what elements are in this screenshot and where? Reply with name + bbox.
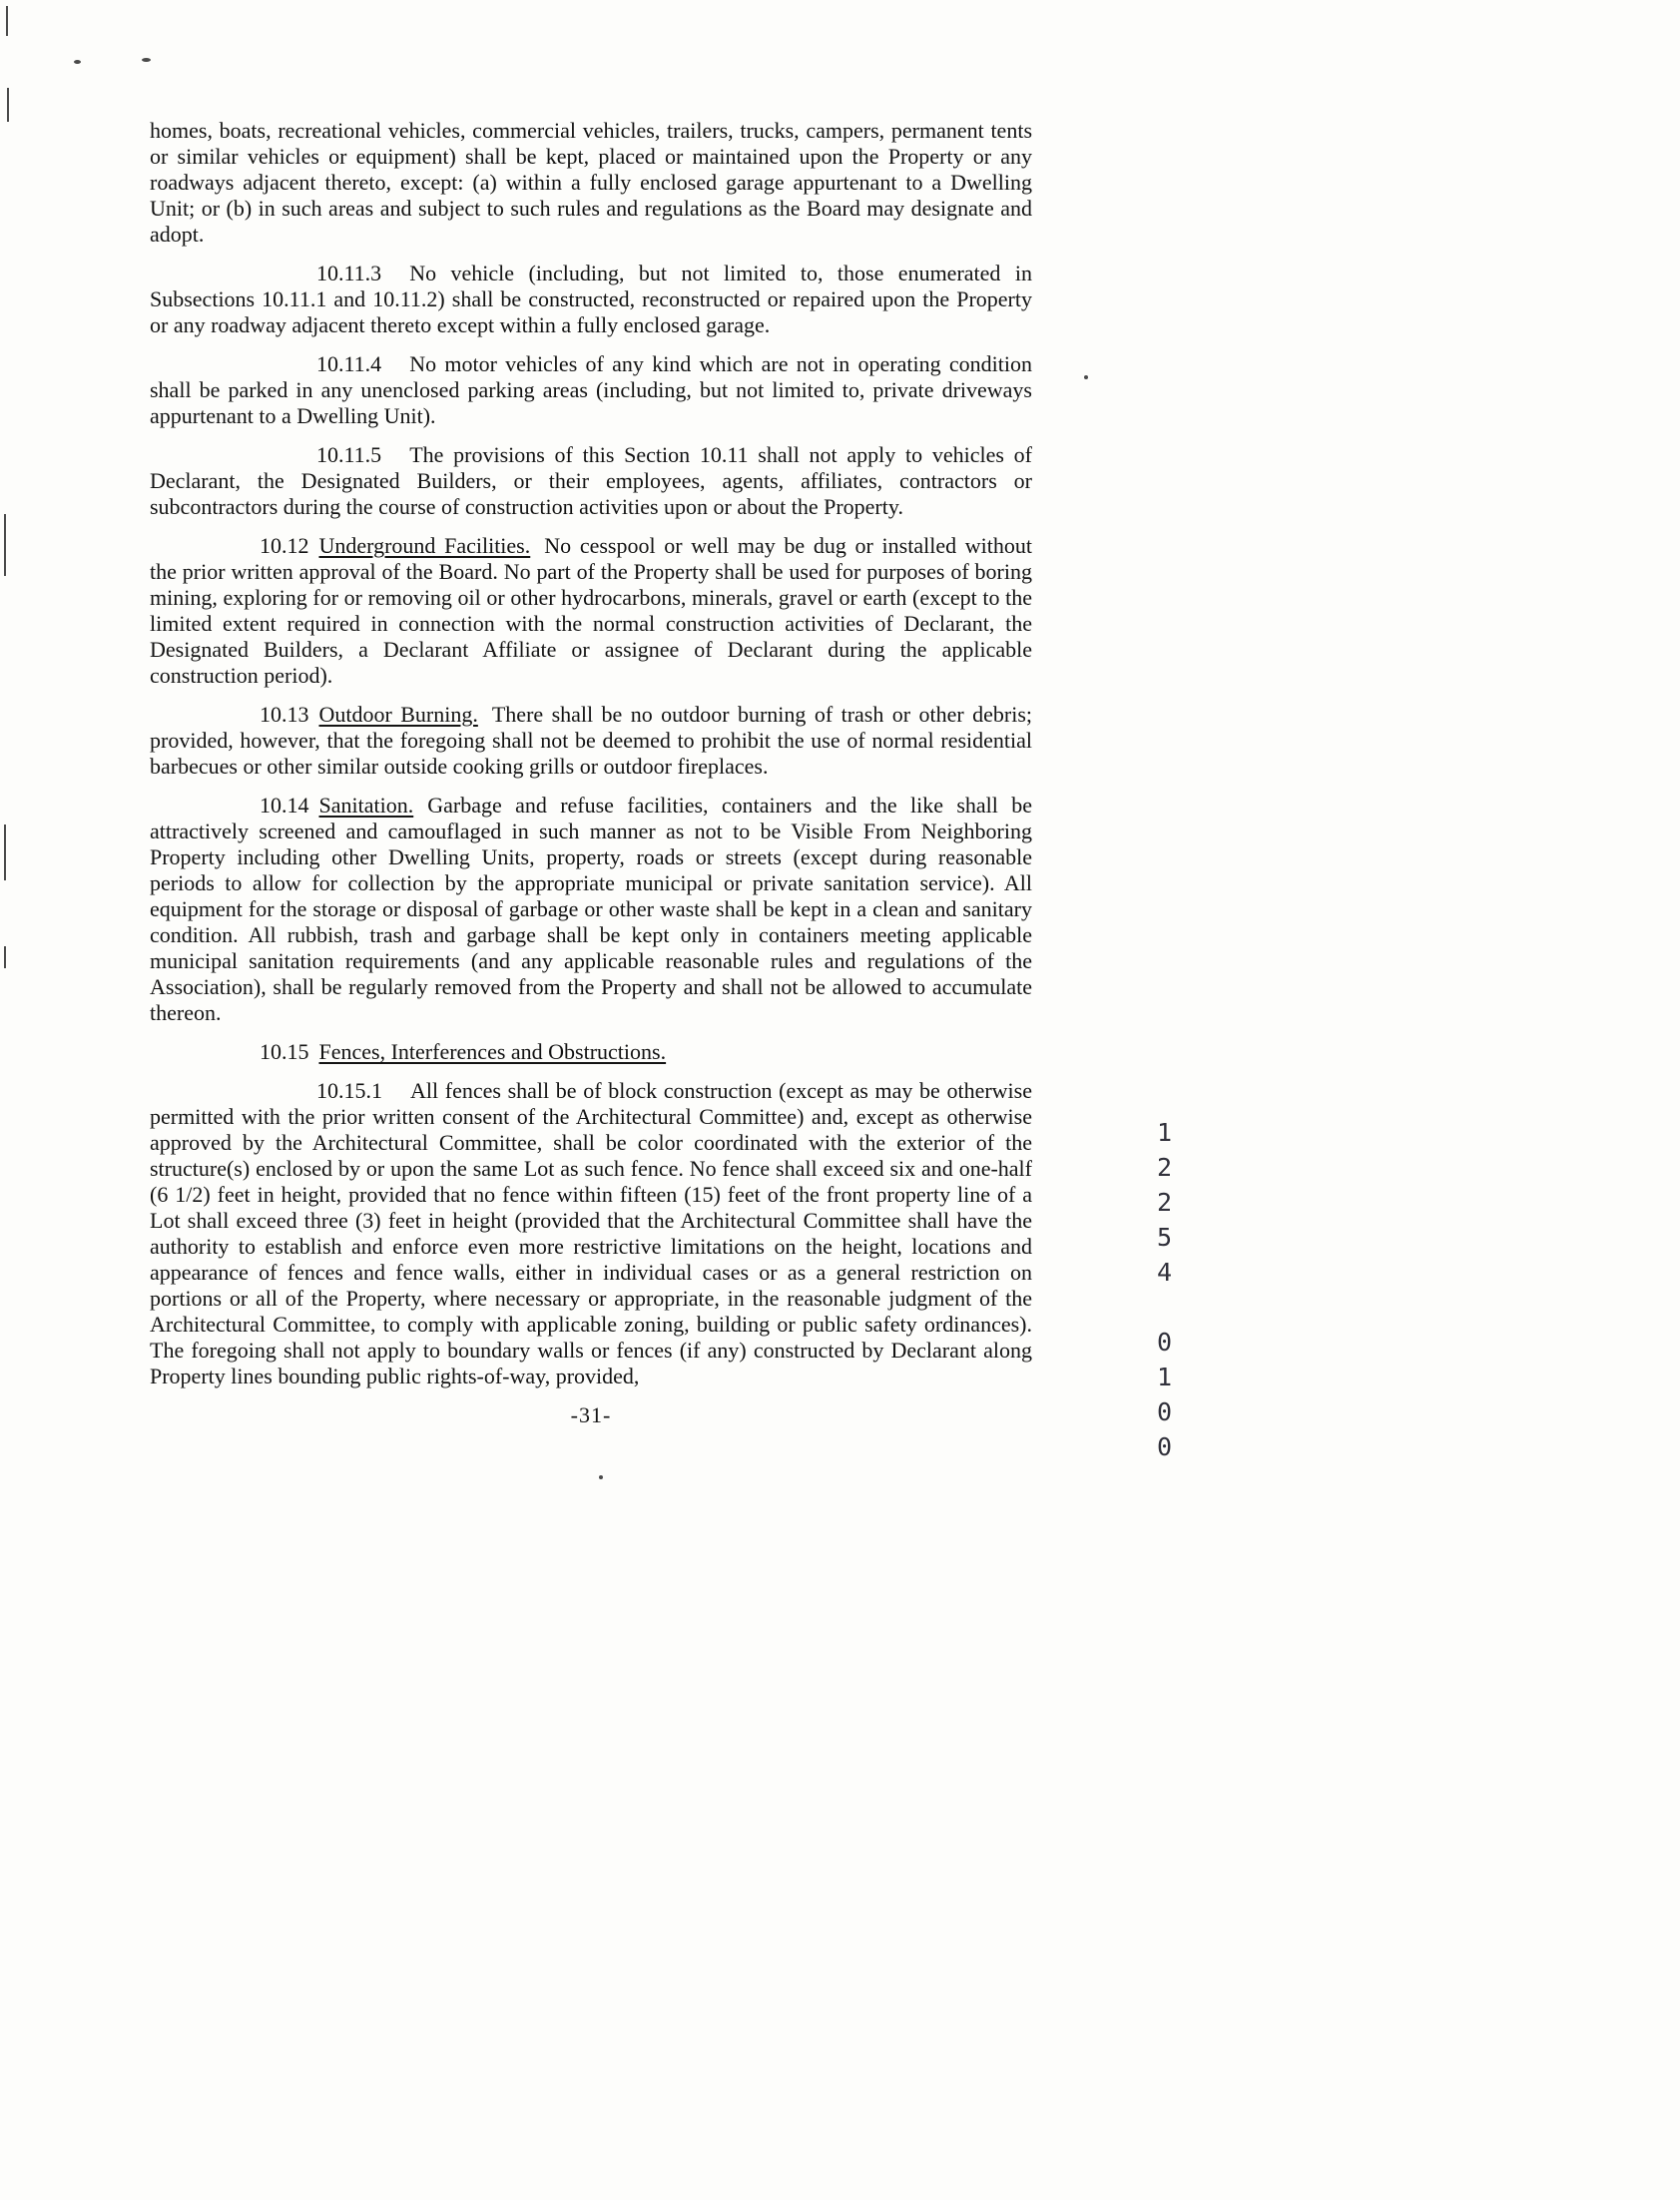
scan-artifact	[4, 825, 6, 880]
document-text-block	[150, 118, 1032, 1428]
paragraph-text: No vehicle (including, but not limited to, those enumerated in Subsections 10.11.1 and 10.11.2) shall be constructed, reconstructed or repaired upon the Property or any roadway adjacent thereto except within a fully enclosed garage.	[150, 261, 1032, 337]
paragraph-10-13	[150, 702, 1032, 780]
paragraph-10-11-4	[150, 351, 1032, 429]
section-number: 10.11.4	[316, 351, 382, 376]
paragraph-text: homes, boats, recreational vehicles, commercial vehicles, trailers, trucks, campers, permanent tents or similar vehicles or equipment) shall be kept, placed or maintained upon the Property or any roadways adjacent thereto, except: (a) within a fully enclosed garage appurtenant to a Dwelling Unit; or (b) in such areas and subject to such rules and regulations as the Board may designate and adopt.	[150, 118, 1032, 247]
scan-artifact	[599, 1475, 603, 1479]
section-heading: Outdoor Burning.	[318, 702, 478, 727]
paragraph-10-11-3	[150, 261, 1032, 338]
paragraph-text: There shall be no outdoor burning of trash or other debris; provided, however, that the foregoing shall not be deemed to prohibit the use of normal residential barbecues or other similar outside cooking grills or outdoor fireplaces.	[150, 702, 1032, 779]
paragraph-text: All fences shall be of block construction (except as may be otherwise permitted with the prior written consent of the Architectural Committee) and, except as otherwise approved by the Architectural Committee, shall be color coordinated with the exterior of the structure(s) enclosed by or upon the same Lot as such fence. No fence shall exceed six and one-half (6 1/2) feet in height, provided that no fence within fifteen (15) feet of the front property line of a Lot shall exceed three (3) feet in height (provided that the Architectural Committee shall have the authority to establish and enforce even more restrictive limitations on the height, locations and appearance of fences and fence walls, either in individual cases or as a general restriction on portions or all of the Property, where necessary or appropriate, in the reasonable judgment of the Architectural Committee, to comply with applicable zoning, building or public safety ordinances). The foregoing shall not apply to boundary walls or fences (if any) constructed by Declarant along Property lines bounding public rights-of-way, provided,	[150, 1078, 1032, 1388]
scan-artifact	[1084, 375, 1088, 379]
section-number: 10.11.5	[316, 442, 382, 467]
scan-artifact	[74, 60, 81, 64]
paragraph-text: Garbage and refuse facilities, containers and the like shall be attractively screened and camouflaged in such manner as not to be Visible From Neighboring Property including other Dwelling Units, property, roads or streets (except during reasonable periods to allow for collection by the appropriate municipal or private sanitation service). All equipment for the storage or disposal of garbage or other waste shall be kept in a clean and sanitary condition. All rubbish, trash and garbage shall be kept only in containers meeting applicable municipal sanitation requirements (and any applicable reasonable rules and regulations of the Association), shall be regularly removed from the Property and shall not be allowed to accumulate thereon.	[150, 793, 1032, 1025]
scan-artifact	[4, 946, 6, 968]
section-heading: Fences, Interferences and Obstructions.	[318, 1039, 667, 1064]
paragraph-10-15-1	[150, 1078, 1032, 1389]
scan-artifact	[6, 6, 8, 36]
section-number: 10.14	[260, 793, 309, 818]
paragraph-10-11-5	[150, 442, 1032, 520]
section-number: 10.11.3	[316, 261, 382, 285]
section-number: 10.12	[260, 533, 309, 558]
page-number: -31-	[570, 1402, 612, 1427]
scan-artifact	[4, 514, 6, 576]
section-number: 10.15	[260, 1039, 309, 1064]
paragraph-10-14	[150, 793, 1032, 1026]
scan-artifact	[142, 58, 151, 62]
paragraph-text: No cesspool or well may be dug or installed without the prior written approval of the Board. No part of the Property shall be used for purposes of boring mining, exploring for or removing oil or other hydrocarbons, minerals, gravel or earth (except to the limited extent required in connection with the normal construction activities of Declarant, the Designated Builders, a Declarant Affiliate or assignee of Declarant during the applicable construction period).	[150, 533, 1032, 688]
scan-artifact	[7, 88, 9, 122]
paragraph-text: The provisions of this Section 10.11 shall not apply to vehicles of Declarant, the Designated Builders, or their employees, agents, affiliates, contractors or subcontractors during the course of construction activities upon or about the Property.	[150, 442, 1032, 519]
paragraph-text: No motor vehicles of any kind which are not in operating condition shall be parked in any unenclosed parking areas (including, but not limited to, private driveways appurtenant to a Dwelling Unit).	[150, 351, 1032, 428]
section-number: 10.15.1	[316, 1078, 382, 1103]
paragraph-10-12	[150, 533, 1032, 689]
section-heading: Sanitation.	[318, 793, 414, 818]
paragraph-10-15	[150, 1039, 1032, 1065]
section-number: 10.13	[260, 702, 309, 727]
paragraph-continuation	[150, 118, 1032, 248]
recording-stamp: 12254 0100	[1150, 1118, 1179, 1467]
section-heading: Underground Facilities.	[318, 533, 531, 558]
